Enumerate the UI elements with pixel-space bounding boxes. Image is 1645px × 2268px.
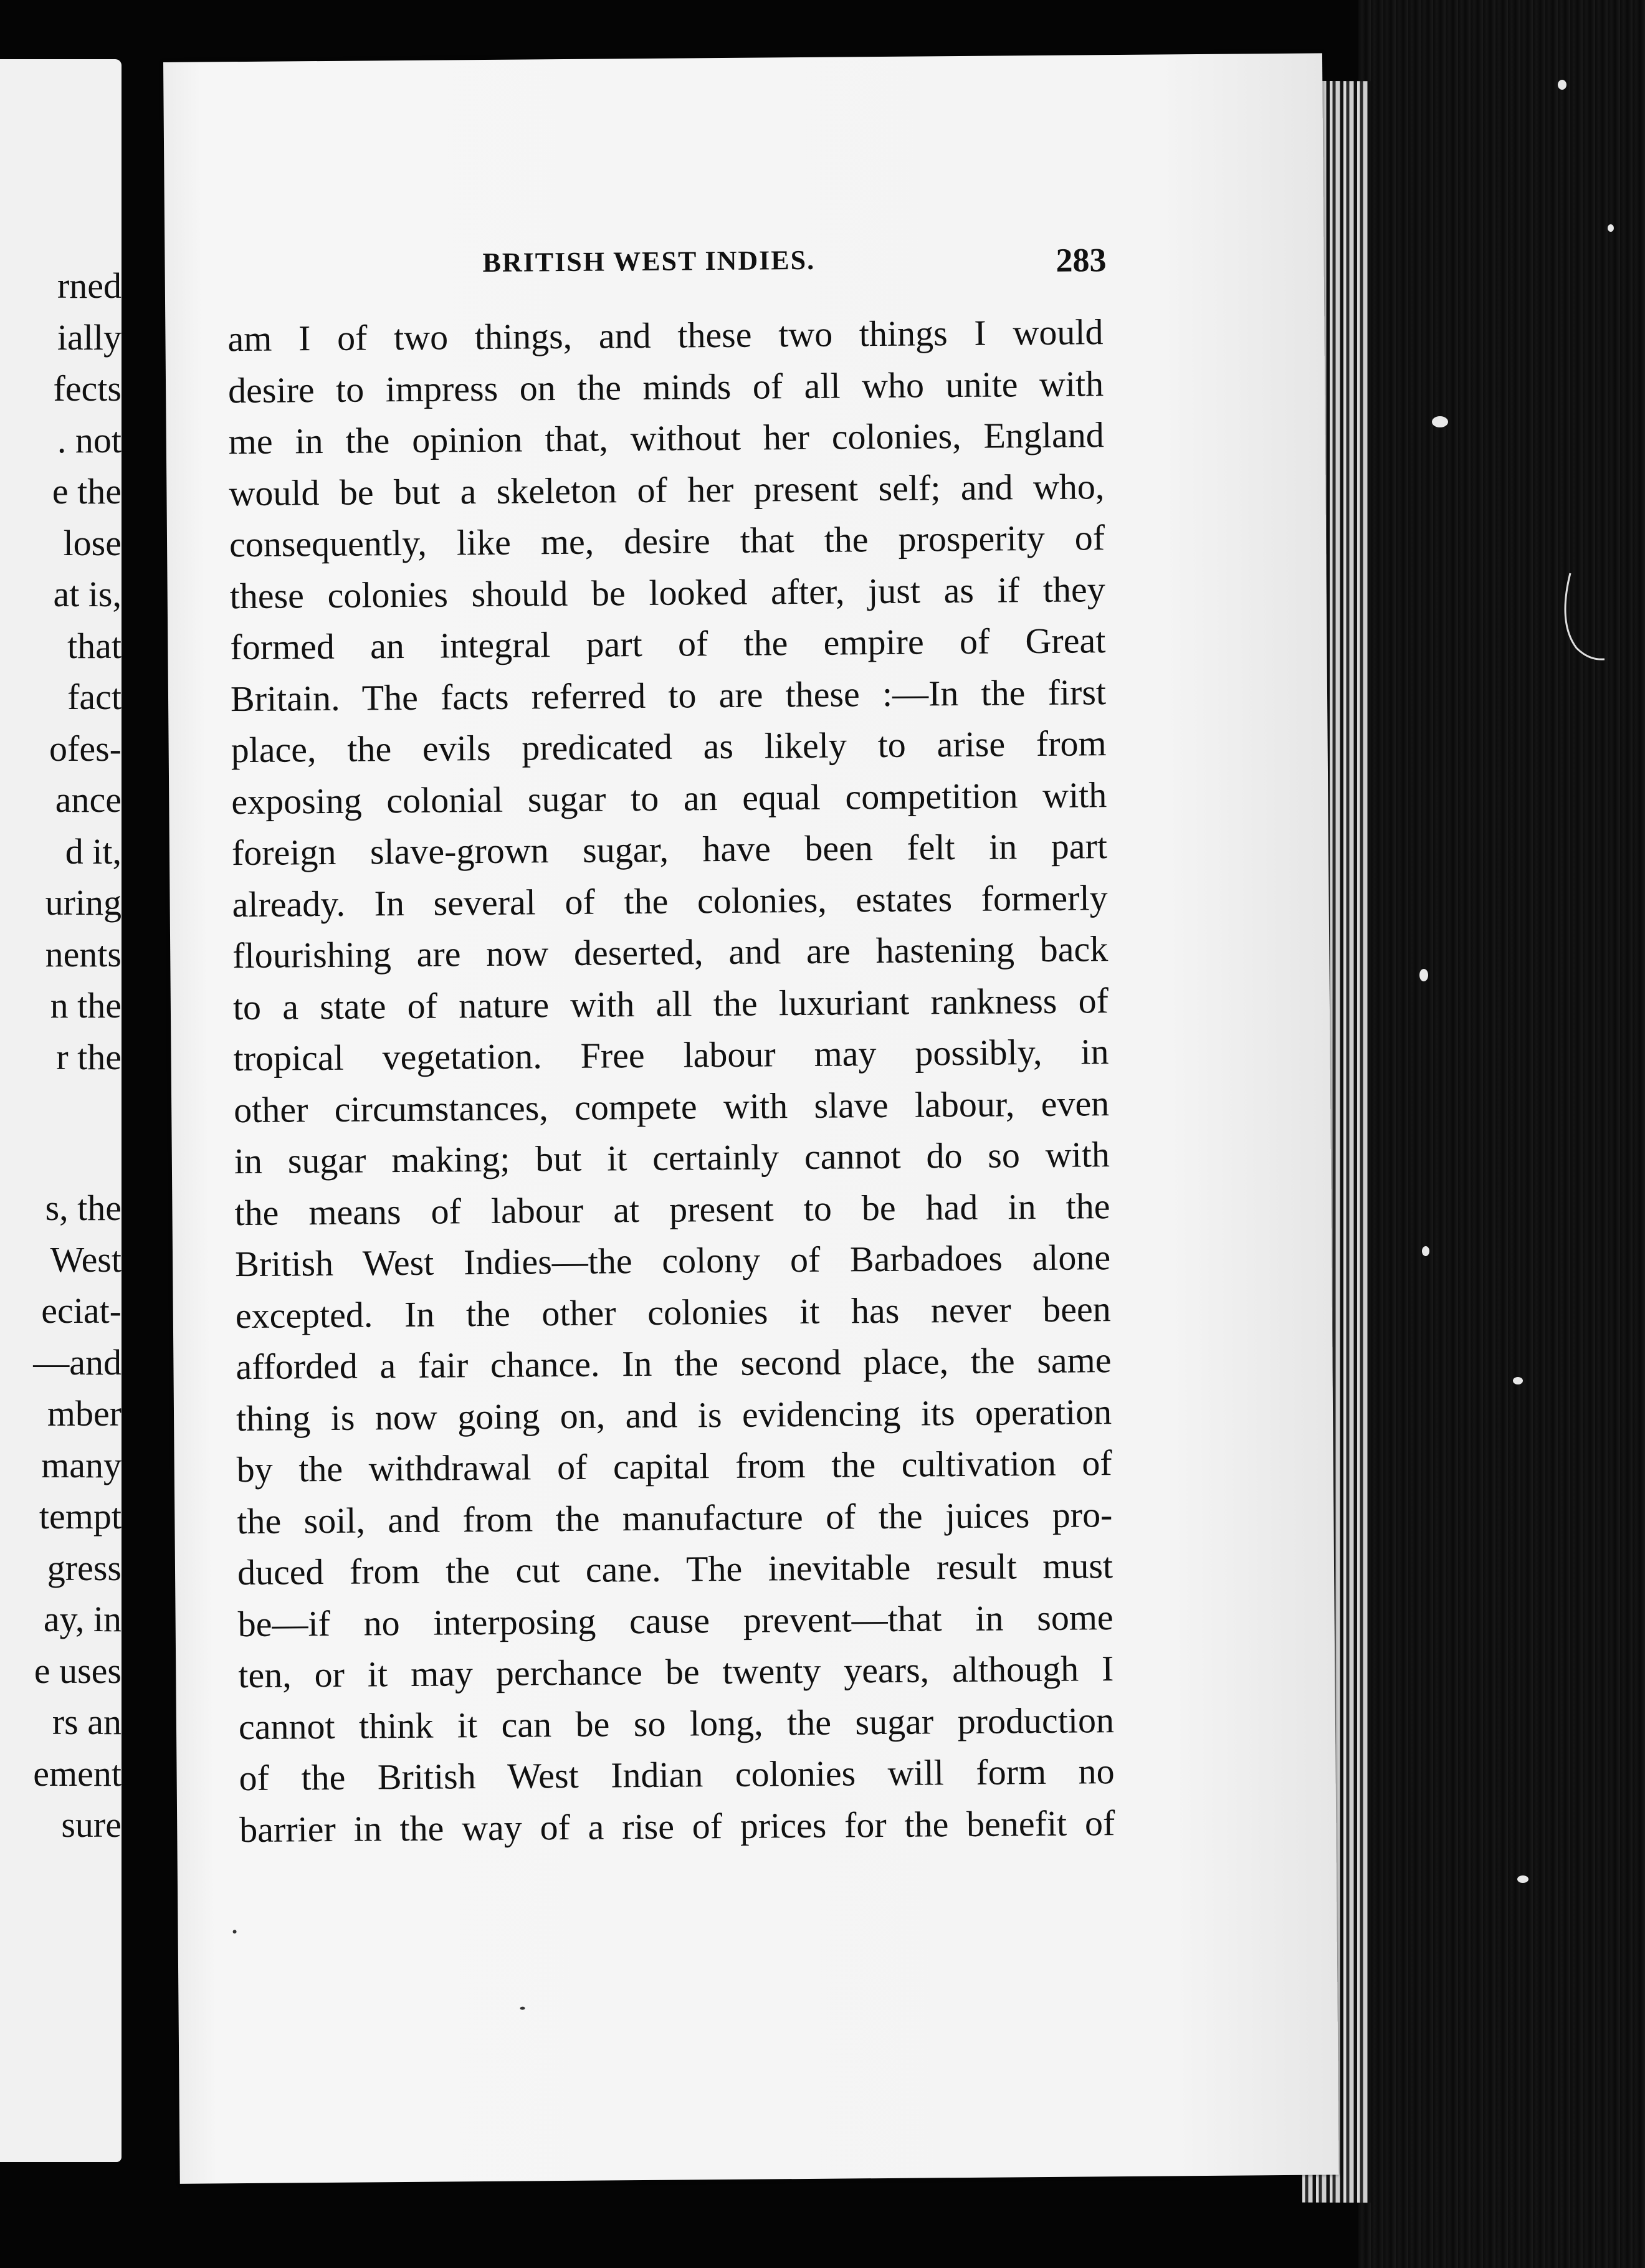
dust-speck bbox=[1432, 416, 1448, 427]
text-line: afforded a fair chance. In the second place, the same bbox=[236, 1340, 1112, 1388]
text-line: flourishing are now deserted, and are hastening back bbox=[232, 928, 1109, 976]
stray-mark bbox=[233, 1930, 237, 1933]
previous-page-line-fragment bbox=[47, 1547, 122, 1589]
previous-page-line-fragment bbox=[53, 573, 122, 615]
text-line: cannot think it can be so long, the sugar production bbox=[238, 1699, 1115, 1747]
previous-page-line-fragment bbox=[34, 1650, 122, 1692]
previous-page-line-fragment bbox=[67, 676, 122, 718]
previous-page-line-fragment bbox=[45, 1187, 122, 1229]
fragment-text: ially bbox=[57, 317, 122, 358]
text-line: other circumstances, compete with slave labour, even bbox=[233, 1082, 1110, 1130]
previous-page-line-fragment bbox=[41, 1444, 122, 1486]
fragment-text: many bbox=[41, 1444, 122, 1485]
previous-page-line-fragment bbox=[33, 1341, 122, 1383]
text-line: duced from the cut cane. The inevitable result must bbox=[237, 1545, 1113, 1593]
fragment-text: lose bbox=[63, 522, 122, 563]
dust-speck bbox=[1513, 1377, 1523, 1384]
fragment-text: ement bbox=[33, 1753, 122, 1794]
dust-speck bbox=[1517, 1875, 1528, 1883]
text-line: desire to impress on the minds of all who unite with bbox=[227, 363, 1104, 411]
fragment-text: . not bbox=[57, 419, 122, 460]
previous-page-line-fragment bbox=[52, 470, 122, 512]
text-line: British West Indies—the colony of Barbadoes alone bbox=[234, 1237, 1111, 1285]
previous-page bbox=[0, 59, 122, 2162]
fragment-text: gress bbox=[47, 1547, 122, 1588]
previous-page-line-fragment bbox=[39, 1495, 122, 1537]
text-line: of the British West Indian colonies will form no bbox=[239, 1751, 1115, 1799]
previous-page-line-fragment bbox=[45, 933, 122, 975]
text-line: foreign slave-grown sugar, have been felt in part bbox=[231, 826, 1108, 874]
text-line: ten, or it may perchance be twenty years, although I bbox=[238, 1648, 1114, 1696]
dust-speck bbox=[1422, 1246, 1429, 1256]
fragment-text: ay, in bbox=[43, 1599, 122, 1639]
text-line: formed an integral part of the empire of Great bbox=[230, 620, 1106, 668]
fragment-text: uring bbox=[45, 882, 122, 923]
text-line: by the withdrawal of capital from the cultivation of bbox=[236, 1442, 1112, 1490]
stray-mark bbox=[520, 2007, 525, 2010]
text-line: barrier in the way of a rise of prices for the benefit of bbox=[239, 1802, 1115, 1850]
previous-page-line-fragment bbox=[57, 419, 122, 461]
text-line: already. In several of the colonies, estates formerly bbox=[232, 877, 1108, 925]
dust-speck bbox=[1558, 80, 1566, 90]
text-line: place, the evils predicated as likely to arise from bbox=[231, 723, 1107, 771]
previous-page-line-fragment bbox=[57, 317, 122, 358]
previous-page-line-fragment bbox=[57, 265, 122, 307]
previous-page-line-fragment bbox=[56, 1036, 122, 1078]
previous-page-line-fragment bbox=[45, 882, 122, 923]
fragment-text: n the bbox=[50, 985, 122, 1026]
text-line: the means of labour at present to be had in the bbox=[234, 1185, 1110, 1233]
fragment-text: tempt bbox=[39, 1496, 122, 1537]
text-line: to a state of nature with all the luxuriant rankness of bbox=[232, 979, 1109, 1027]
previous-page-line-fragment bbox=[41, 1290, 122, 1332]
dark-background-edge bbox=[1358, 0, 1645, 2268]
fragment-text: mber bbox=[47, 1393, 122, 1434]
fragment-text: eciat- bbox=[41, 1290, 122, 1331]
previous-page-line-fragment bbox=[54, 368, 122, 409]
text-line: thing is now going on, and is evidencing its operation bbox=[236, 1391, 1112, 1439]
dust-speck bbox=[1608, 224, 1614, 232]
previous-page-line-fragment bbox=[33, 1753, 122, 1794]
text-line: me in the opinion that, without her colonies, England bbox=[228, 414, 1104, 462]
previous-page-line-fragment bbox=[47, 1393, 122, 1434]
fragment-text: ofes- bbox=[49, 728, 122, 769]
hair-fiber-mark bbox=[1558, 567, 1608, 667]
dust-speck bbox=[1419, 969, 1428, 981]
previous-page-line-fragment bbox=[50, 1239, 122, 1280]
fragment-text: e the bbox=[52, 471, 122, 512]
fragment-text: e uses bbox=[34, 1650, 122, 1691]
fragment-text: sure bbox=[61, 1804, 122, 1845]
previous-page-line-fragment bbox=[61, 1804, 122, 1846]
fragment-text: ance bbox=[55, 779, 122, 820]
text-line: would be but a skeleton of her present self; and who, bbox=[229, 465, 1105, 513]
text-line: be—if no interposing cause prevent—that in some bbox=[237, 1596, 1113, 1644]
previous-page-line-fragment bbox=[50, 984, 122, 1026]
fragment-text: fact bbox=[67, 677, 122, 717]
previous-page-line-fragment bbox=[44, 1598, 122, 1640]
page-number: 283 bbox=[1056, 241, 1107, 279]
previous-page-line-fragment bbox=[52, 1701, 122, 1743]
text-line: these colonies should be looked after, just as if they bbox=[229, 568, 1105, 616]
previous-page-line-fragment bbox=[55, 779, 122, 821]
fragment-text: rs an bbox=[52, 1702, 122, 1742]
text-line: the soil, and from the manufacture of the juices pro- bbox=[237, 1494, 1113, 1541]
fragment-text: that bbox=[67, 625, 122, 666]
fragment-text: West bbox=[50, 1239, 122, 1280]
fragment-text: r the bbox=[56, 1036, 122, 1077]
text-line: exposing colonial sugar to an equal competition with bbox=[231, 774, 1107, 822]
previous-page-line-fragment bbox=[65, 831, 122, 872]
fragment-text: d it, bbox=[65, 831, 122, 872]
fragment-text: s, the bbox=[45, 1188, 122, 1228]
text-line: Britain. The facts referred to are these :—In the first bbox=[230, 671, 1107, 719]
text-line: tropical vegetation. Free labour may possibly, in bbox=[233, 1031, 1109, 1079]
fragment-text: —and bbox=[33, 1341, 122, 1383]
fragment-text: nents bbox=[45, 933, 122, 974]
text-line: excepted. In the other colonies it has never been bbox=[235, 1288, 1112, 1336]
running-head: BRITISH WEST INDIES. bbox=[482, 244, 816, 278]
fragment-text: at is, bbox=[53, 574, 122, 614]
text-line: in sugar making; but it certainly cannot do so with bbox=[234, 1134, 1110, 1182]
previous-page-line-fragment bbox=[64, 522, 122, 564]
text-line: consequently, like me, desire that the prosperity of bbox=[229, 517, 1105, 565]
fragment-text: rned bbox=[57, 265, 122, 306]
previous-page-line-fragment bbox=[67, 625, 122, 667]
previous-page-line-fragment bbox=[49, 728, 122, 770]
text-line: am I of two things, and these two things I would bbox=[227, 312, 1104, 360]
book-page bbox=[163, 53, 1339, 2184]
fragment-text: fects bbox=[53, 368, 122, 409]
